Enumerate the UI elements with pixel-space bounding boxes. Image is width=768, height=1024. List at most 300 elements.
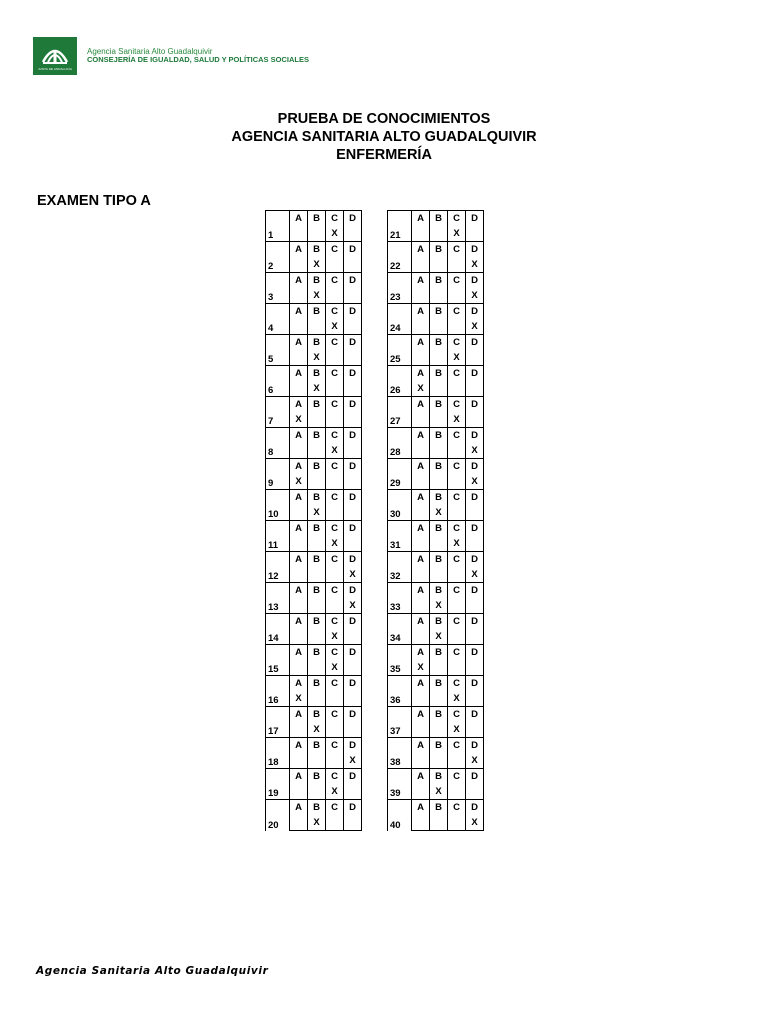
answer-cell-b [308,784,326,800]
answer-cell-d [466,536,484,552]
option-letter-c: C [326,707,344,723]
option-letter-b: B [308,242,326,258]
question-number: 26 [388,366,412,397]
answer-cell-d [466,629,484,645]
question-options-row [388,366,484,382]
option-letter-a: A [290,459,308,475]
question-number: 28 [388,428,412,459]
logo-caption: JUNTA DE ANDALUCIA [38,66,72,71]
option-letter-c: C [326,521,344,537]
option-letter-d: D [466,397,484,413]
answer-cell-a [290,536,308,552]
option-letter-d: D [466,800,484,816]
answer-mark: X [448,536,466,552]
option-letter-d: D [466,428,484,444]
answer-cell-b [430,753,448,769]
answer-cell-c [448,319,466,335]
option-letter-c: C [326,738,344,754]
answer-mark: X [308,257,326,273]
answer-mark: X [430,629,448,645]
option-letter-a: A [290,707,308,723]
question-number: 11 [266,521,290,552]
answer-mark: X [290,412,308,428]
option-letter-d: D [466,211,484,227]
junta-andalucia-logo [33,37,77,75]
option-letter-a: A [412,490,430,506]
answer-table-right [387,210,484,831]
andalucia-arch-icon [40,42,70,66]
answer-cell-a [412,536,430,552]
option-letter-a: A [412,211,430,227]
option-letter-c: C [326,273,344,289]
question-options-row [266,707,362,723]
question-number: 12 [266,552,290,583]
answer-cell-d [466,350,484,366]
exam-type-label: EXAMEN TIPO A [37,193,151,209]
answer-cell-a [290,505,308,521]
answer-cell-a [412,753,430,769]
option-letter-b: B [430,490,448,506]
answer-mark: X [412,660,430,676]
question-number: 24 [388,304,412,335]
answer-cell-b [430,474,448,490]
option-letter-d: D [466,552,484,568]
option-letter-d: D [344,273,362,289]
option-letter-d: D [466,490,484,506]
option-letter-c: C [448,769,466,785]
answer-cell-c [326,753,344,769]
answer-cell-a [412,505,430,521]
option-letter-a: A [290,676,308,692]
option-letter-d: D [344,335,362,351]
answer-cell-d [466,722,484,738]
answer-mark: X [466,474,484,490]
option-letter-a: A [412,397,430,413]
answer-cell-c [448,474,466,490]
question-number: 7 [266,397,290,428]
option-letter-b: B [308,304,326,320]
option-letter-d: D [466,335,484,351]
option-letter-b: B [430,707,448,723]
option-letter-b: B [430,366,448,382]
answer-cell-b [308,629,326,645]
option-letter-b: B [308,273,326,289]
question-number: 15 [266,645,290,676]
option-letter-a: A [412,583,430,599]
answer-cell-d [466,412,484,428]
option-letter-c: C [326,583,344,599]
answer-cell-b [308,443,326,459]
answer-mark: X [326,443,344,459]
option-letter-c: C [448,490,466,506]
option-letter-a: A [290,211,308,227]
option-letter-c: C [448,645,466,661]
question-options-row [266,459,362,475]
answer-mark: X [448,350,466,366]
option-letter-a: A [412,738,430,754]
answer-cell-c [326,350,344,366]
answer-mark: X [326,660,344,676]
answer-cell-d [344,381,362,397]
option-letter-d: D [466,738,484,754]
option-letter-d: D [344,490,362,506]
option-letter-a: A [412,273,430,289]
question-options-row [266,583,362,599]
option-letter-b: B [430,676,448,692]
answer-cell-c [448,629,466,645]
option-letter-d: D [466,366,484,382]
option-letter-a: A [290,614,308,630]
question-options-row [266,366,362,382]
question-number: 25 [388,335,412,366]
answer-cell-c [448,443,466,459]
answer-mark: X [290,691,308,707]
answer-cell-c [326,598,344,614]
question-number: 16 [266,676,290,707]
question-number: 1 [266,211,290,242]
title-line1: PRUEBA DE CONOCIMIENTOS [277,111,491,127]
question-number: 13 [266,583,290,614]
question-options-row [266,614,362,630]
option-letter-c: C [448,242,466,258]
option-letter-a: A [412,707,430,723]
option-letter-a: A [412,552,430,568]
option-letter-c: C [448,335,466,351]
answer-cell-d [344,412,362,428]
answer-cell-a [412,288,430,304]
answer-mark: X [308,350,326,366]
question-number: 29 [388,459,412,490]
answer-cell-c [448,505,466,521]
answer-cell-a [412,350,430,366]
answer-cell-d [344,691,362,707]
option-letter-a: A [412,335,430,351]
option-letter-d: D [344,366,362,382]
answer-cell-c [326,567,344,583]
answer-cell-a [290,567,308,583]
answer-cell-c [448,753,466,769]
option-letter-c: C [448,459,466,475]
answer-cell-d [344,257,362,273]
option-letter-c: C [448,738,466,754]
question-options-row [388,397,484,413]
option-letter-b: B [430,397,448,413]
answer-mark: X [344,598,362,614]
option-letter-d: D [466,676,484,692]
question-number: 3 [266,273,290,304]
option-letter-b: B [430,273,448,289]
question-options-row [388,521,484,537]
question-options-row [388,273,484,289]
answer-cell-d [344,350,362,366]
question-number: 9 [266,459,290,490]
option-letter-c: C [448,800,466,816]
answer-mark: X [430,505,448,521]
question-options-row [266,521,362,537]
question-number: 20 [266,800,290,831]
answer-cell-a [290,722,308,738]
question-number: 39 [388,769,412,800]
answer-cell-c [326,815,344,831]
answer-cell-b [308,319,326,335]
question-options-row [388,800,484,816]
answer-mark: X [308,722,326,738]
answer-cell-c [326,505,344,521]
question-options-row [388,707,484,723]
answer-cell-b [308,567,326,583]
option-letter-a: A [412,676,430,692]
question-number: 36 [388,676,412,707]
option-letter-c: C [326,397,344,413]
question-options-row [388,676,484,692]
question-number: 34 [388,614,412,645]
answer-mark: X [326,536,344,552]
option-letter-b: B [430,552,448,568]
option-letter-b: B [430,800,448,816]
question-number: 5 [266,335,290,366]
answer-cell-a [290,381,308,397]
option-letter-d: D [344,242,362,258]
answer-cell-b [430,722,448,738]
option-letter-c: C [326,459,344,475]
answer-cell-d [466,505,484,521]
answer-cell-b [430,412,448,428]
option-letter-a: A [412,242,430,258]
answer-mark: X [430,784,448,800]
question-number: 14 [266,614,290,645]
option-letter-b: B [308,707,326,723]
option-letter-c: C [326,676,344,692]
answer-mark: X [466,815,484,831]
org-name-line1: Agencia Sanitaria Alto Guadalquivir [87,47,213,57]
option-letter-a: A [290,583,308,599]
answer-mark: X [326,226,344,242]
option-letter-b: B [308,738,326,754]
question-options-row [388,645,484,661]
option-letter-d: D [466,614,484,630]
question-options-row [388,738,484,754]
question-options-row [388,335,484,351]
answer-cell-a [290,784,308,800]
answer-cell-b [430,288,448,304]
question-options-row [266,242,362,258]
answer-cell-d [466,381,484,397]
option-letter-c: C [326,800,344,816]
answer-cell-b [308,474,326,490]
answer-cell-a [412,443,430,459]
answer-cell-c [326,412,344,428]
option-letter-d: D [466,304,484,320]
answer-cell-a [412,691,430,707]
answer-cell-d [344,536,362,552]
answer-cell-b [430,381,448,397]
option-letter-a: A [412,645,430,661]
question-number: 33 [388,583,412,614]
option-letter-b: B [308,335,326,351]
option-letter-d: D [344,521,362,537]
option-letter-b: B [430,211,448,227]
option-letter-d: D [344,459,362,475]
option-letter-a: A [290,490,308,506]
answer-cell-d [466,660,484,676]
answer-cell-c [326,474,344,490]
option-letter-a: A [290,738,308,754]
answer-cell-b [308,536,326,552]
question-number: 40 [388,800,412,831]
question-options-row [266,769,362,785]
option-letter-c: C [326,645,344,661]
answer-mark: X [412,381,430,397]
option-letter-d: D [344,800,362,816]
document-title [0,110,768,164]
question-options-row [266,335,362,351]
question-number: 21 [388,211,412,242]
option-letter-b: B [308,645,326,661]
answer-mark: X [430,598,448,614]
option-letter-c: C [448,583,466,599]
option-letter-c: C [448,211,466,227]
answer-cell-d [344,443,362,459]
option-letter-b: B [308,800,326,816]
option-letter-b: B [308,397,326,413]
option-letter-b: B [308,552,326,568]
answer-cell-d [466,598,484,614]
option-letter-b: B [308,366,326,382]
question-options-row [266,645,362,661]
question-number: 37 [388,707,412,738]
option-letter-d: D [344,397,362,413]
option-letter-c: C [448,707,466,723]
option-letter-c: C [448,304,466,320]
option-letter-c: C [448,521,466,537]
answer-cell-b [430,350,448,366]
question-options-row [388,552,484,568]
option-letter-a: A [290,335,308,351]
option-letter-d: D [344,614,362,630]
answer-cell-c [448,257,466,273]
answer-cell-a [290,288,308,304]
option-letter-c: C [326,304,344,320]
answer-cell-d [344,815,362,831]
option-letter-d: D [466,273,484,289]
answer-mark: X [308,288,326,304]
answer-cell-c [326,691,344,707]
question-options-row [388,769,484,785]
option-letter-d: D [344,304,362,320]
option-letter-a: A [290,366,308,382]
answer-cell-b [430,257,448,273]
question-options-row [388,490,484,506]
option-letter-b: B [308,459,326,475]
answer-cell-d [344,505,362,521]
option-letter-b: B [430,304,448,320]
question-number: 6 [266,366,290,397]
answer-cell-c [448,815,466,831]
answer-cell-a [412,226,430,242]
answer-cell-a [412,474,430,490]
option-letter-c: C [326,366,344,382]
question-number: 35 [388,645,412,676]
option-letter-d: D [344,738,362,754]
answer-mark: X [448,691,466,707]
answer-cell-c [448,288,466,304]
option-letter-c: C [326,614,344,630]
option-letter-b: B [308,676,326,692]
option-letter-b: B [430,428,448,444]
question-number: 32 [388,552,412,583]
answer-cell-b [308,412,326,428]
org-name [87,47,309,65]
answer-cell-c [326,381,344,397]
option-letter-a: A [290,645,308,661]
answer-cell-d [466,226,484,242]
question-options-row [266,397,362,413]
answer-cell-b [430,567,448,583]
answer-mark: X [326,319,344,335]
option-letter-b: B [430,583,448,599]
answer-mark: X [326,629,344,645]
answer-mark: X [466,319,484,335]
option-letter-d: D [466,242,484,258]
option-letter-a: A [412,769,430,785]
option-letter-a: A [412,459,430,475]
answer-cell-d [466,691,484,707]
answer-cell-d [344,629,362,645]
option-letter-b: B [430,335,448,351]
option-letter-a: A [290,521,308,537]
footer-text: Agencia Sanitaria Alto Guadalquivir [36,965,269,977]
option-letter-b: B [308,614,326,630]
option-letter-d: D [466,521,484,537]
option-letter-b: B [308,490,326,506]
option-letter-a: A [412,800,430,816]
answer-cell-d [344,288,362,304]
question-options-row [388,614,484,630]
option-letter-b: B [308,521,326,537]
question-options-row [388,428,484,444]
question-number: 17 [266,707,290,738]
answer-cell-c [448,784,466,800]
answer-cell-a [412,567,430,583]
answer-cell-a [412,784,430,800]
answer-cell-d [344,660,362,676]
option-letter-b: B [308,769,326,785]
option-letter-d: D [344,552,362,568]
option-letter-a: A [412,428,430,444]
answer-mark: X [448,722,466,738]
answer-cell-a [290,660,308,676]
answer-cell-a [290,753,308,769]
answer-cell-d [344,319,362,335]
answer-cell-d [344,722,362,738]
answer-cell-b [430,226,448,242]
answer-mark: X [308,381,326,397]
answer-cell-a [412,722,430,738]
question-number: 38 [388,738,412,769]
option-letter-a: A [290,800,308,816]
org-name-line2: CONSEJERÍA DE IGUALDAD, SALUD Y POLÍTICAS SOCIALES [87,55,309,65]
option-letter-a: A [290,397,308,413]
option-letter-a: A [290,242,308,258]
answer-cell-a [290,319,308,335]
answer-table-left [265,210,362,831]
option-letter-d: D [344,583,362,599]
question-options-row [266,428,362,444]
answer-cell-a [412,598,430,614]
answer-mark: X [344,753,362,769]
answer-cell-b [430,319,448,335]
option-letter-a: A [290,304,308,320]
